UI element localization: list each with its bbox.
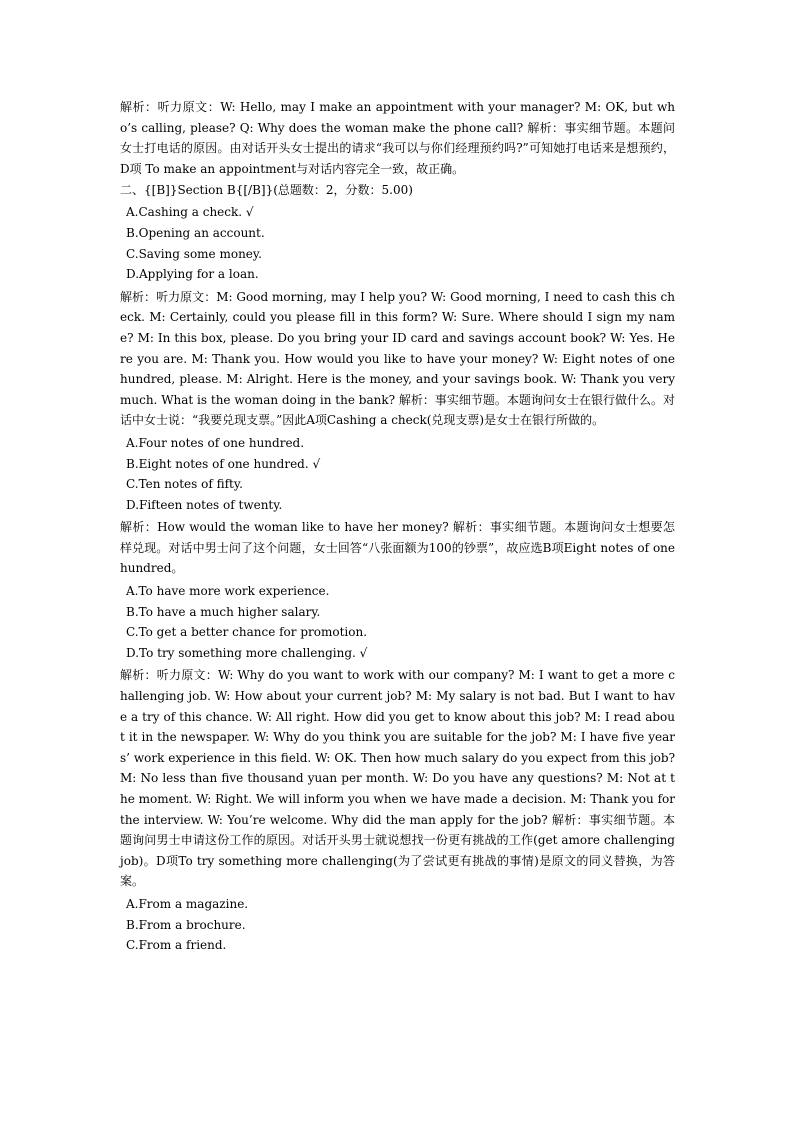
option-item: A.To have more work experience. xyxy=(126,584,330,599)
explanation-paragraph: 解析：听力原文：W: Why do you want to work with our company? M: I want to get a more challenging job. W: How about your current job? M: My salary is not bad. But I want to have a try of this chance. W: All right. How did you get to know about this job? M: I read about it in the newspaper. W: Why do you think you are suitable for the job? M: I have five years’ work experience in this field. W: OK. Then how much salary do you expect from this job? M: No less than five thousand yuan per month. W: Do you have any questions? M: Not at the moment. W: Right. We will inform you when we have made a decision. M: Thank you for the interview. W: You’re welcome. Why did the man apply for the job? 解析：事实细节题。本题询问男士申请这份工作的原因。对话开头男士就说想找一份更有挑战的工作(get amore challenging job)。D项To try something more challenging(为了尝试更有挑战的事情)是原文的同义替换，为答案。 xyxy=(120,668,675,889)
option-item: B.Eight notes of one hundred. √ xyxy=(126,456,321,471)
option-item: D.To try something more challenging. √ xyxy=(126,645,368,660)
option-item: B.From a brochure. xyxy=(126,917,246,932)
option-item: B.Opening an account. xyxy=(126,225,265,240)
document-content xyxy=(120,97,675,958)
option-item: D.Applying for a loan. xyxy=(126,267,259,282)
option-list xyxy=(126,202,675,284)
option-item: D.Fifteen notes of twenty. xyxy=(126,497,283,512)
option-list xyxy=(126,894,675,956)
option-list xyxy=(126,433,675,515)
option-item: A.Cashing a check. √ xyxy=(126,205,254,220)
option-item: C.From a friend. xyxy=(126,938,227,953)
section-title: 二、{[B]}Section B{[/B]}(总题数：2，分数：5.00) xyxy=(120,183,413,198)
option-item: B.To have a much higher salary. xyxy=(126,604,321,619)
explanation-paragraph: 解析：听力原文：W: Hello, may I make an appointment with your manager? M: OK, but who’s calling, please? Q: Why does the woman make the phone call? 解析：事实细节题。本题问女士打电话的原因。由对话开头女士提出的请求“我可以与你们经理预约吗?”可知她打电话来是想预约，D项 To make an appointment与对话内容完全一致，故正确。 xyxy=(120,100,675,176)
option-item: C.Saving some money. xyxy=(126,246,262,261)
option-list xyxy=(126,581,675,663)
option-item: A.Four notes of one hundred. xyxy=(126,435,305,450)
option-item: C.Ten notes of fifty. xyxy=(126,477,243,492)
option-item: C.To get a better chance for promotion. xyxy=(126,625,368,640)
explanation-paragraph: 解析：How would the woman like to have her money? 解析：事实细节题。本题询问女士想要怎样兑现。对话中男士问了这个问题，女士回答“八张面额为100的钞票”，故应选B项Eight notes of one hundred。 xyxy=(120,520,675,576)
explanation-paragraph: 解析：听力原文：M: Good morning, may I help you? W: Good morning, I need to cash this check. M: Certainly, could you please fill in this form? W: Sure. Where should I sign my name? M: In this box, please. Do you bring your ID card and savings account book? W: Yes. Here you are. M: Thank you. How would you like to have your money? W: Eight notes of one hundred, please. M: Alright. Here is the money, and your savings book. W: Thank you very much. What is the woman doing in the bank? 解析：事实细节题。本题询问女士在银行做什么。对话中女士说：“我要兑现支票。”因此A项Cashing a check(兑现支票)是女士在银行所做的。 xyxy=(120,289,675,428)
option-item: A.From a magazine. xyxy=(126,896,249,911)
